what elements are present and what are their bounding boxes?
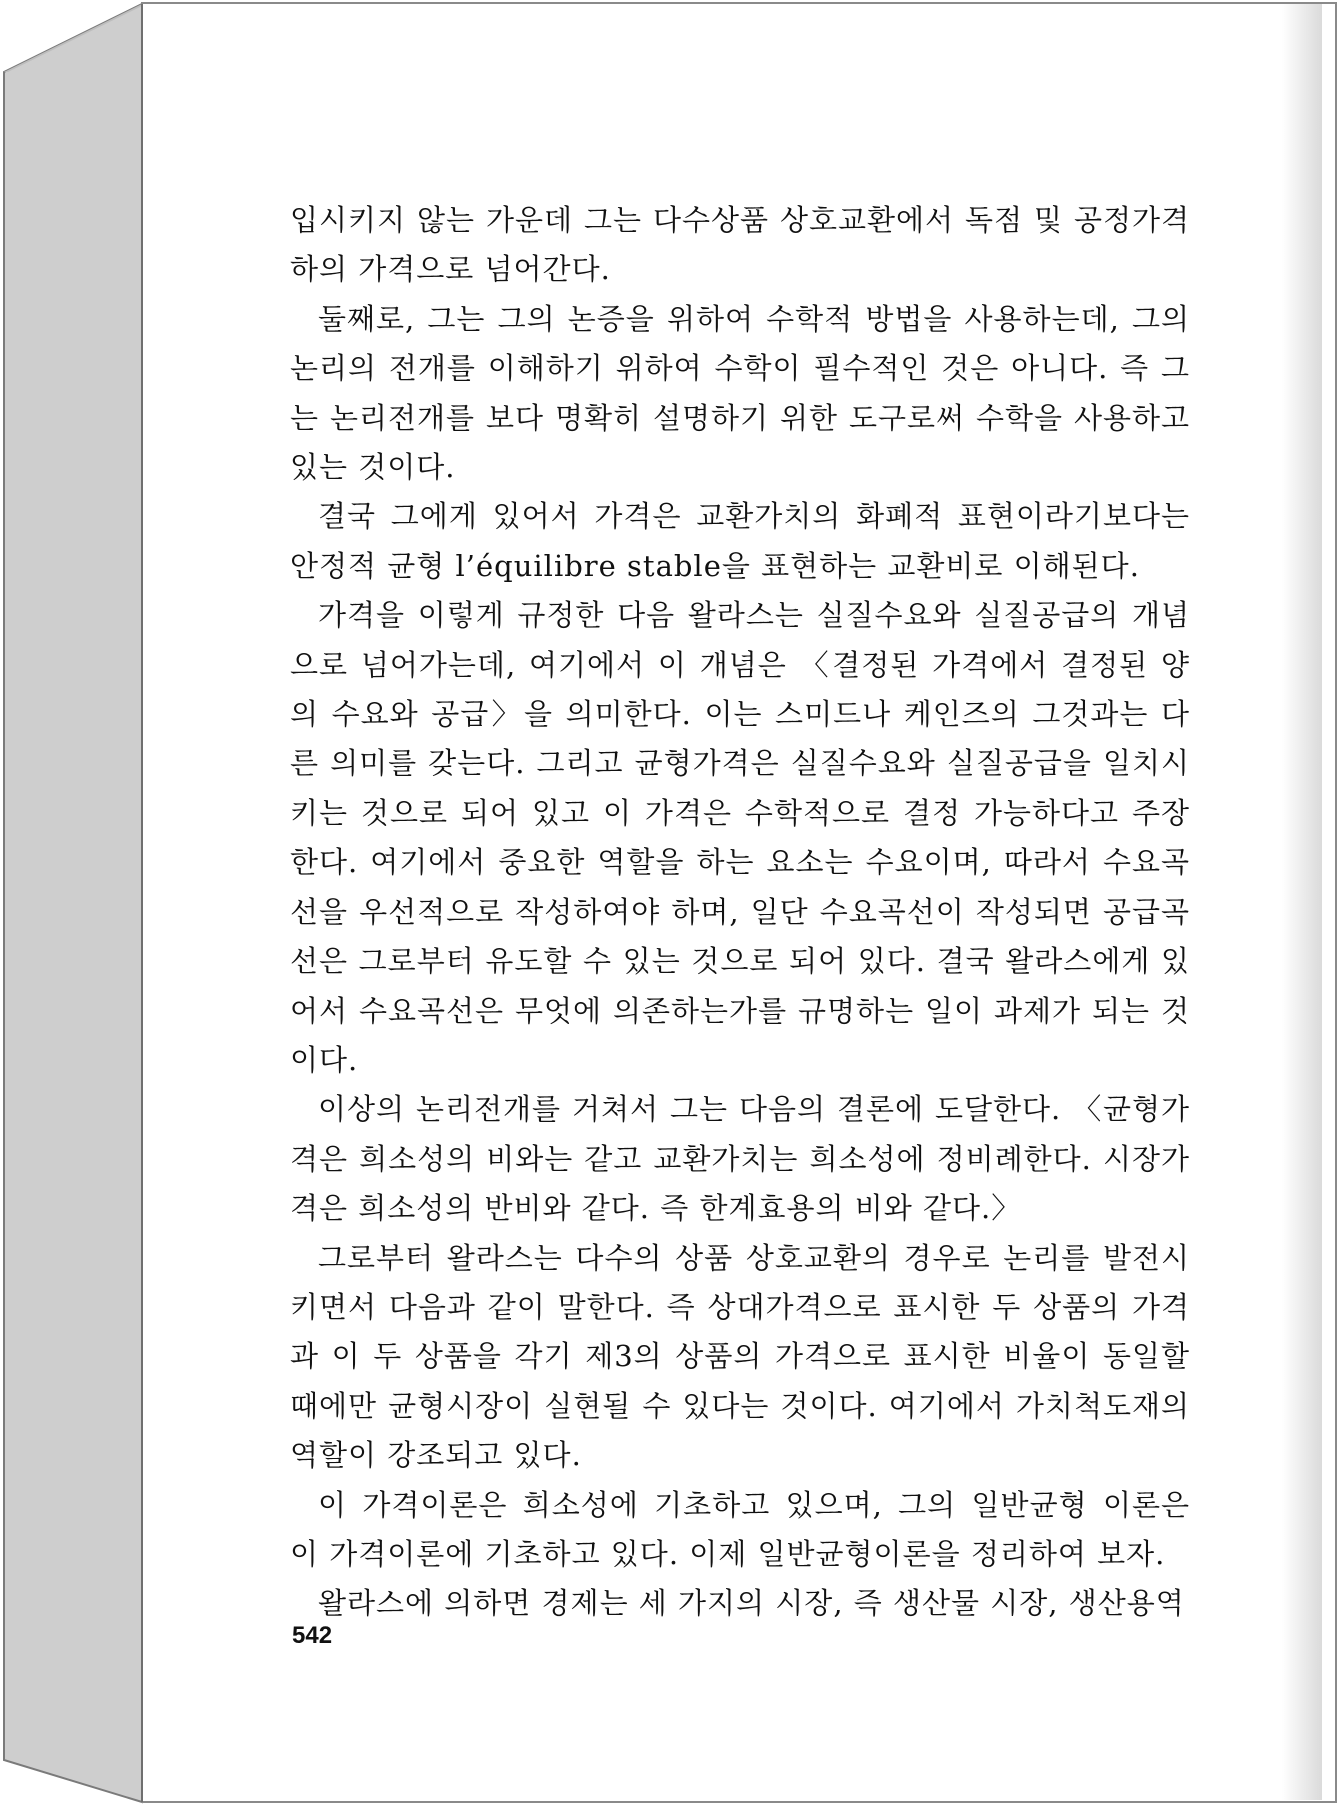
paragraph-6: 그로부터 왈라스는 다수의 상품 상호교환의 경우로 논리를 발전시키면서 다음과 같이 말한다. 즉 상대가격으로 표시한 두 상품의 가격과 이 두 상품을 각기 제3의 상품의 가격으로 표시한 비율이 동일할 때에만 균형시장이 실현될 수 있다는 것이다. 여기에서 가치척도재의 역할이 강조되고 있다.: [290, 1240, 1190, 1473]
paragraph-3: 결국 그에게 있어서 가격은 교환가치의 화폐적 표현이라기보다는 안정적 균형 l’équilibre stable을 표현하는 교환비로 이해된다.: [290, 499, 1190, 583]
paragraph-1: 입시키지 않는 가운데 그는 다수상품 상호교환에서 독점 및 공정가격하의 가격으로 넘어간다.: [290, 203, 1190, 287]
paragraph-7: 이 가격이론은 희소성에 기초하고 있으며, 그의 일반균형 이론은 이 가격이론에 기초하고 있다. 이제 일반균형이론을 정리하여 보자.: [290, 1487, 1190, 1571]
paragraph-8: 왈라스에 의하면 경제는 세 가지의 시장, 즉 생산물 시장, 생산용역: [318, 1586, 1185, 1621]
spine-face: [4, 4, 142, 1802]
page-number: 542: [292, 1622, 333, 1649]
body-text: [290, 196, 1190, 1629]
paragraph-5: 이상의 논리전개를 거쳐서 그는 다음의 결론에 도달한다. 〈균형가격은 희소성의 비와는 같고 교환가치는 희소성에 정비례한다. 시장가격은 희소성의 반비와 같다. 즉 한계효용의 비와 같다.〉: [290, 1092, 1190, 1226]
paragraph-2: 둘째로, 그는 그의 논증을 위하여 수학적 방법을 사용하는데, 그의 논리의 전개를 이해하기 위하여 수학이 필수적인 것은 아니다. 즉 그는 논리전개를 보다 명확히 설명하기 위한 도구로써 수학을 사용하고 있는 것이다.: [290, 301, 1190, 485]
paragraph-4: 가격을 이렇게 규정한 다음 왈라스는 실질수요와 실질공급의 개념으로 넘어가는데, 여기에서 이 개념은 〈결정된 가격에서 결정된 양의 수요와 공급〉을 의미한다. 이는 스미드나 케인즈의 그것과는 다른 의미를 갖는다. 그리고 균형가격은 실질수요와 실질공급을 일치시키는 것으로 되어 있고 이 가격은 수학적으로 결정 가능하다고 주장한다. 여기에서 중요한 역할을 하는 요소는 수요이며, 따라서 수요곡선을 우선적으로 작성하여야 하며, 일단 수요곡선이 작성되면 공급곡선은 그로부터 유도할 수 있는 것으로 되어 있다. 결국 왈라스에게 있어서 수요곡선은 무엇에 의존하는가를 규명하는 일이 과제가 되는 것이다.: [290, 598, 1190, 1077]
page-edge-shadow: [1282, 4, 1322, 1800]
